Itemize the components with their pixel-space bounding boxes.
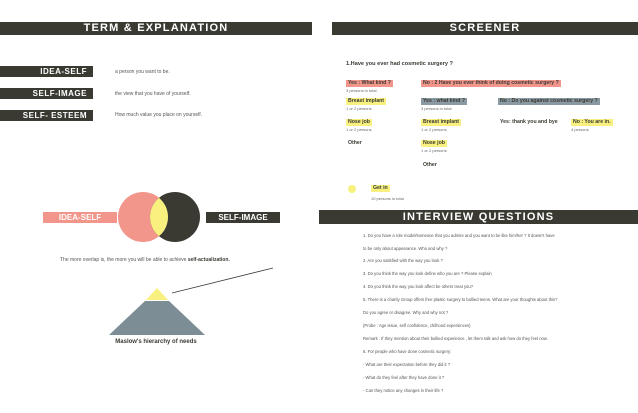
term-self-esteem: SELF- ESTEEM <box>0 110 93 121</box>
pyramid-base <box>109 301 205 335</box>
yes-what-kind-2-tag: Yes : what kind ? <box>423 98 466 104</box>
no-you-are-in-count: 4 persons <box>571 127 589 132</box>
term-self-image-desc: the view that you have of yourself. <box>115 91 191 97</box>
venn-diagram <box>118 190 204 246</box>
yes-what-kind-tag: Yes : What kind ? <box>348 80 391 86</box>
interview-questions-header: INTERVIEW QUESTIONS <box>319 210 638 224</box>
breast-implant-tag-1: Breast implant <box>348 98 385 104</box>
other-tag-1: Other <box>348 140 362 146</box>
interview-question-line: 2. Are you satisfied with the way you look ? <box>363 258 443 263</box>
nose-job-tag-2: Nose job <box>423 140 445 146</box>
nose-job-tag-1: Nose job <box>348 119 370 125</box>
no-you-are-in-tag: No : You are in. <box>573 119 611 125</box>
interview-question-line: - What do they feel after they have done it ? <box>363 375 445 380</box>
pyramid-top <box>146 288 168 300</box>
interview-question-line: - What are their expectation before they did it ? <box>363 362 451 367</box>
interview-question-line: Do you agree or disagree. Why and why not ? <box>363 310 449 315</box>
term-explanation-header: TERM & EXPLANATION <box>0 22 312 35</box>
overlap-text-prefix: The more overlap is, the more you will be able to achieve <box>60 257 188 263</box>
term-self-image: SELF-IMAGE <box>0 88 93 99</box>
yes-count-2: 3 persons in total <box>421 106 452 111</box>
interview-question-line: 1. Do you have a role model/someone that you admire and you want to be like him/her ? It doesn't have <box>363 233 555 238</box>
pyramid-caption: Maslow's hierarchy of needs <box>115 339 197 345</box>
yes-count: 3 persons in total <box>346 88 377 93</box>
interview-question-line: Remark : If they mention about their bullied experience , let them talk and ask how do they feel now. <box>363 336 548 341</box>
interview-question-line: to be only about appearance. Who and why ? <box>363 246 448 251</box>
venn-label-self-image: SELF-IMAGE <box>206 212 280 223</box>
term-self-esteem-desc: How much value you place on yourself. <box>115 112 202 118</box>
maslow-pyramid <box>100 262 290 337</box>
venn-label-idea-self: IDEA-SELF <box>43 212 117 223</box>
interview-question-line: 4. Do you think the way you look affect be others treat you? <box>363 284 474 289</box>
pyramid-pointer-line <box>172 268 273 293</box>
interview-question-line: - Can they notice any changes in their life ? <box>363 388 444 393</box>
term-idea-self: IDEA-SELF <box>0 66 93 77</box>
breast-implant-tag-2: Breast implant <box>423 119 460 125</box>
other-tag-2: Other <box>423 162 437 168</box>
no-q2-tag: No : 2 Have you ever think of doing cosmetic surgery ? <box>423 80 559 86</box>
get-in-count: 10 persons in total <box>371 196 404 201</box>
no-against-tag: No : Do you against cosmetic surgery ? <box>500 98 598 104</box>
interview-question-line: 6. For people who have done cosmetic surgery: <box>363 349 452 354</box>
breast-implant-count-2: 1 or 2 persons <box>421 127 447 132</box>
get-in-dot <box>348 185 356 193</box>
interview-question-line: 5. There is a charity Group offers free plastic surgery to bullied teens. What are your thoughts about this? <box>363 297 558 302</box>
screener-question-1: 1.Have you ever had cosmetic surgery ? <box>346 61 453 67</box>
yes-thank-you-tag: Yes: thank you and bye <box>500 119 558 125</box>
screener-header: SCREENER <box>332 22 638 35</box>
nose-job-count-1: 1 or 2 persons <box>346 127 372 132</box>
get-in-tag: Get in <box>373 185 388 191</box>
interview-question-line: (Probe : Age issue, self confidence, chilhood experiences) <box>363 323 471 328</box>
nose-job-count-2: 1 or 2 persons <box>421 148 447 153</box>
overlap-text-bold: self-actualization. <box>187 257 230 263</box>
breast-implant-count-1: 1 or 2 persons <box>346 106 372 111</box>
interview-question-line: 3. Do you think the way you look define who you are ? Please explain <box>363 271 492 276</box>
term-idea-self-desc: a person you want to be. <box>115 69 170 75</box>
